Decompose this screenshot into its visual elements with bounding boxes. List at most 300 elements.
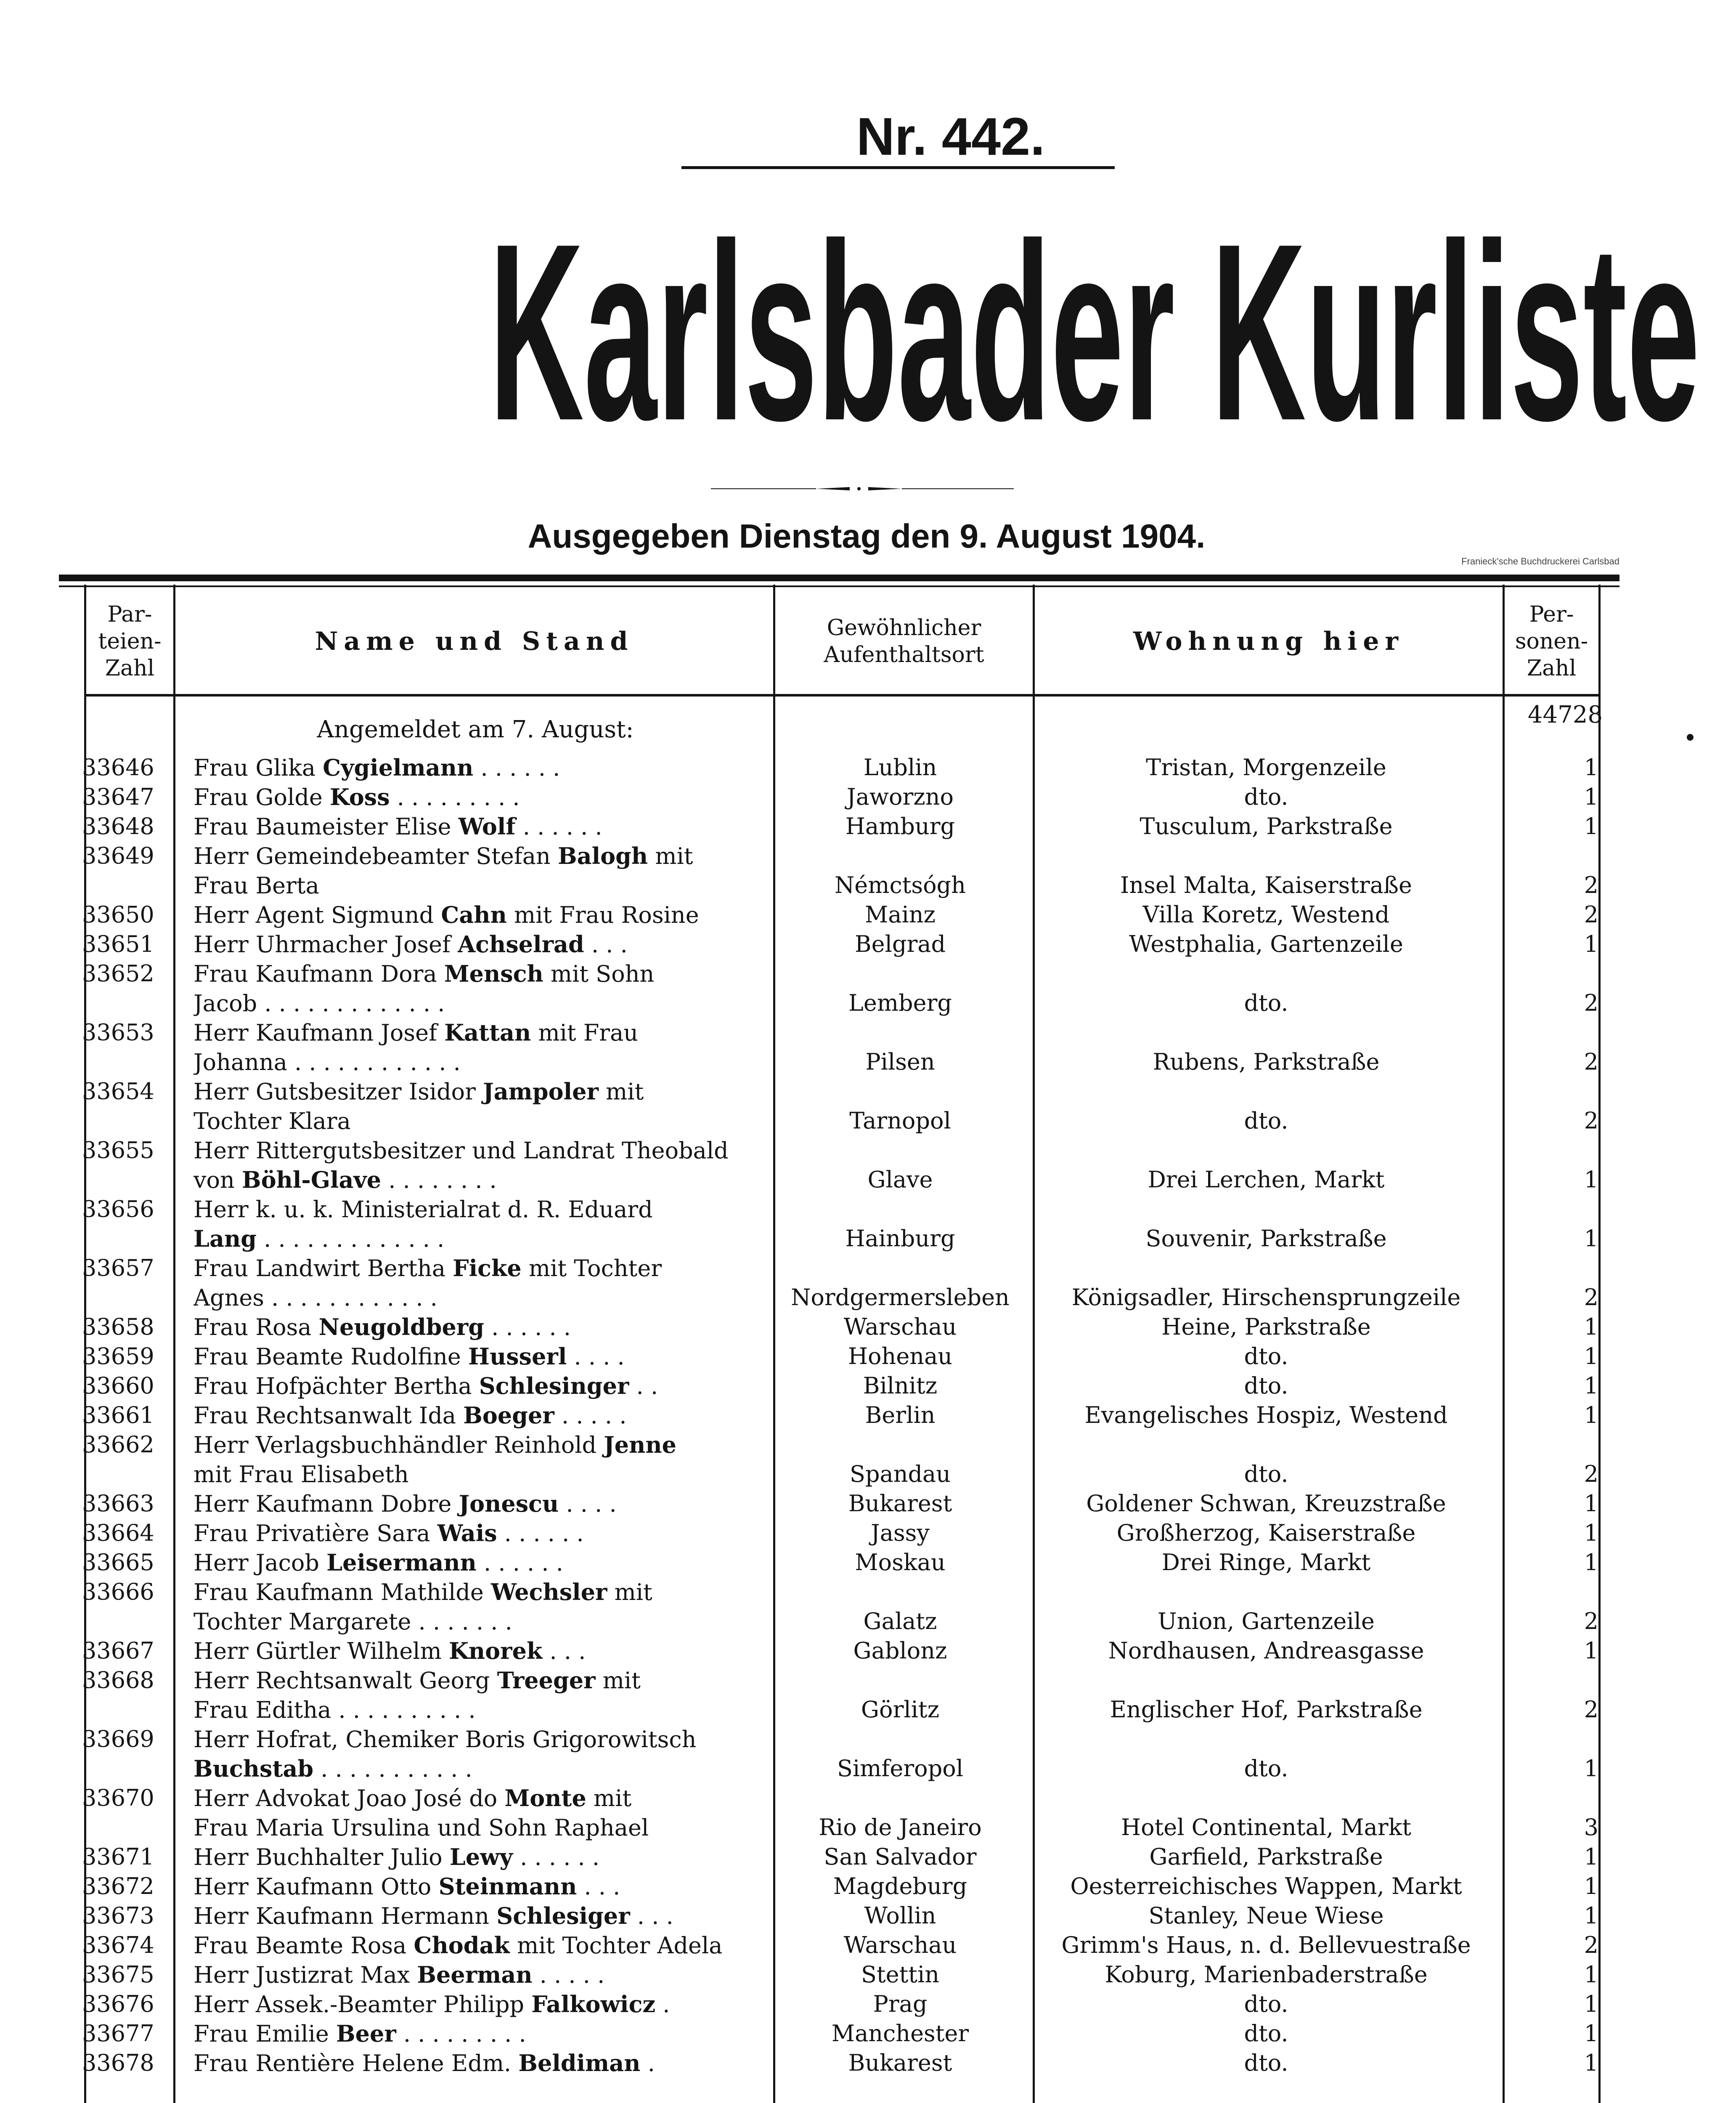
person-count: 1 — [1584, 1225, 1598, 1252]
lodging-address — [1037, 1577, 1495, 1607]
party-number: 33668 — [82, 1667, 154, 1693]
party-number: 33674 — [82, 1932, 154, 1958]
column-header-lodging: Wohnung hier — [1133, 627, 1405, 656]
guest-surname: Balogh — [558, 842, 648, 869]
person-count: 1 — [1584, 813, 1598, 840]
party-number: 33666 — [82, 1579, 154, 1605]
guest-surname: Kattan — [444, 1019, 531, 1046]
guest-name-text: Frau Rosa — [193, 1314, 319, 1340]
guest-surname: Falkowicz — [531, 1991, 656, 2018]
lodging-address: Tusculum, Parkstraße — [1140, 813, 1393, 840]
guest-name-text: Tochter Klara — [193, 1108, 351, 1134]
usual-residence: Wollin — [864, 1902, 936, 1929]
lodging-address: Insel Malta, Kaiserstraße — [1120, 872, 1412, 898]
guest-name-suffix: . — [655, 1991, 670, 2018]
lodging-address: Grimm's Haus, n. d. Bellevuestraße — [1061, 1932, 1471, 1958]
lodging-address: Tristan, Morgenzeile — [1146, 754, 1386, 781]
guest-name-text: Herr Gürtler Wilhelm — [193, 1638, 449, 1664]
guest-name-suffix: . . . . . . — [476, 1549, 563, 1576]
party-number: 33676 — [82, 1991, 154, 2017]
guest-name-text: Herr Kaufmann Josef — [193, 1020, 445, 1046]
ornament-divider — [711, 486, 1014, 492]
person-count — [1506, 1253, 1598, 1283]
guest-name-text: Frau Emilie — [193, 2021, 336, 2047]
party-number: 33671 — [82, 1843, 154, 1870]
person-count: 1 — [1584, 1902, 1598, 1929]
guest-name — [193, 1842, 757, 1872]
guest-name — [193, 959, 757, 988]
person-count: 3 — [1584, 1814, 1598, 1841]
usual-residence — [774, 1195, 1026, 1224]
lodging-address: Koburg, Marienbaderstraße — [1105, 1961, 1428, 1988]
guest-name-text: Herr k. u. k. Ministerialrat d. R. Eduard — [193, 1196, 653, 1223]
person-count: 2 — [1584, 1696, 1598, 1723]
person-count: 1 — [1584, 754, 1598, 781]
guest-surname: Achselrad — [458, 931, 584, 958]
guest-name-text: Herr Kaufmann Dobre — [193, 1491, 459, 1517]
guest-name-text: Frau Landwirt Bertha — [193, 1255, 453, 1282]
person-count — [1506, 1077, 1598, 1106]
column-header-persons: Per- sonen- Zahl — [1515, 602, 1588, 681]
person-count — [1506, 841, 1598, 871]
usual-residence: Stettin — [861, 1961, 940, 1988]
guest-name-suffix: . . . . . . — [513, 1844, 600, 1870]
lodging-address: dto. — [1244, 1755, 1288, 1782]
guest-name-suffix: . . . . . . — [484, 1314, 571, 1340]
party-number: 33653 — [82, 1019, 154, 1046]
usual-residence: Görlitz — [861, 1696, 940, 1723]
lodging-address: dto. — [1244, 1461, 1288, 1487]
guest-surname: Treeger — [497, 1667, 596, 1694]
party-number: 33664 — [82, 1520, 154, 1546]
person-count — [1506, 959, 1598, 988]
guest-name-suffix: mit — [648, 843, 693, 869]
person-count: 1 — [1584, 2050, 1598, 2076]
guest-name — [193, 1195, 757, 1224]
guest-name-text: Frau Baumeister Elise — [193, 813, 459, 840]
guest-name — [193, 753, 757, 782]
lodging-address — [1037, 841, 1495, 871]
guest-name — [193, 1872, 757, 1901]
party-number — [82, 1459, 187, 1489]
guest-name-text: Frau Kaufmann Dora — [193, 961, 444, 987]
guest-name-suffix: . . . . . . . . — [381, 1167, 497, 1193]
guest-surname: Jenne — [604, 1431, 677, 1458]
column-rule-lodging — [1033, 585, 1035, 2103]
lodging-address: dto. — [1244, 1991, 1288, 2017]
lodging-address: Goldener Schwan, Kreuzstraße — [1086, 1490, 1446, 1517]
guest-name-suffix: . . — [629, 1373, 658, 1399]
person-count: 1 — [1584, 1490, 1598, 1517]
person-count: 1 — [1584, 1372, 1598, 1399]
usual-residence: Lemberg — [848, 990, 952, 1016]
guest-name — [193, 1047, 757, 1077]
usual-residence: Bilnitz — [863, 1372, 938, 1399]
column-rule-right — [1598, 585, 1601, 2103]
guest-name-suffix: . . . . . — [554, 1402, 627, 1429]
person-count: 1 — [1584, 1843, 1598, 1870]
guest-name-suffix: . — [640, 2050, 655, 2077]
section-heading: Angemeldet am 7. August: — [317, 716, 634, 743]
usual-residence: Belgrad — [854, 931, 946, 957]
party-number — [82, 1224, 187, 1253]
lodging-address: dto. — [1244, 2050, 1288, 2076]
lodging-address — [1037, 1430, 1495, 1459]
party-number — [82, 1283, 187, 1312]
person-count: 1 — [1584, 1402, 1598, 1428]
party-number: 33659 — [82, 1343, 154, 1369]
party-number: 33658 — [82, 1314, 154, 1340]
guest-name-suffix: mit Sohn — [543, 961, 655, 987]
guest-name-text: Herr Uhrmacher Josef — [193, 931, 458, 958]
lodging-address: Garfield, Parkstraße — [1149, 1843, 1383, 1870]
guest-name-text: Frau Golde — [193, 784, 330, 810]
lodging-address: dto. — [1244, 1107, 1288, 1134]
lodging-address — [1037, 1136, 1495, 1165]
guest-name — [193, 1666, 757, 1695]
lodging-address — [1037, 1666, 1495, 1695]
guest-name — [193, 1371, 757, 1401]
usual-residence: Lublin — [863, 754, 937, 781]
lodging-address — [1037, 959, 1495, 988]
guest-name-text: Frau Beamte Rosa — [193, 1932, 414, 1959]
person-count: 2 — [1584, 901, 1598, 928]
guest-name — [193, 1342, 757, 1371]
masthead-title: Karlsbader Kurliste — [489, 191, 1700, 473]
guest-name-suffix: mit — [595, 1667, 641, 1694]
party-number — [82, 1813, 187, 1842]
guest-name — [193, 1548, 757, 1577]
person-count: 2 — [1584, 1608, 1598, 1634]
guest-name — [193, 782, 757, 812]
person-count: 1 — [1584, 1637, 1598, 1664]
guest-name-text: Frau Maria Ursulina und Sohn Raphael — [193, 1814, 649, 1841]
guest-name-suffix: . . . — [577, 1873, 620, 1900]
usual-residence: Prag — [873, 1991, 928, 2017]
guest-name-suffix: . . . . . . . . . . . . . — [256, 1226, 445, 1252]
guest-surname: Wechsler — [491, 1579, 607, 1605]
guest-surname: Husserl — [468, 1343, 567, 1370]
lodging-address: dto. — [1244, 2020, 1288, 2047]
guest-name — [193, 1401, 757, 1430]
party-number: 33677 — [82, 2020, 154, 2047]
usual-residence: Bukarest — [848, 2050, 952, 2076]
guest-name-text: Herr Assek.-Beamter Philipp — [193, 1991, 532, 2018]
party-number: 33669 — [82, 1726, 154, 1752]
party-number — [82, 1695, 187, 1724]
person-count: 1 — [1584, 1873, 1598, 1899]
guest-name-suffix: . . . — [630, 1903, 673, 1929]
guest-name — [193, 988, 757, 1018]
person-count: 2 — [1584, 1932, 1598, 1958]
person-count — [1506, 1136, 1598, 1165]
usual-residence — [774, 1430, 1026, 1459]
guest-surname: Lang — [193, 1225, 257, 1252]
guest-name-text: Jacob . . . . . . . . . . . . . — [193, 990, 445, 1017]
guest-name-text: Herr Hofrat, Chemiker Boris Grigorowitsch — [193, 1726, 697, 1753]
guest-name-suffix: . . . — [584, 931, 628, 958]
usual-residence — [774, 1253, 1026, 1283]
person-count: 2 — [1584, 872, 1598, 898]
person-count — [1506, 1724, 1598, 1754]
lodging-address: Oesterreichisches Wappen, Markt — [1070, 1873, 1462, 1899]
guest-name — [193, 1165, 757, 1195]
guest-name — [193, 1931, 757, 1960]
guest-surname: Wolf — [458, 813, 516, 840]
lodging-address: Stanley, Neue Wiese — [1148, 1902, 1384, 1929]
party-number: 33678 — [82, 2050, 154, 2076]
person-count: 1 — [1584, 1755, 1598, 1782]
guest-name — [193, 1695, 757, 1724]
guest-surname: Schlesiger — [496, 1902, 630, 1929]
usual-residence — [774, 959, 1026, 988]
guest-name-suffix: . . . . . — [532, 1962, 605, 1988]
guest-name — [193, 1989, 757, 2019]
usual-residence: Warschau — [843, 1932, 957, 1958]
usual-residence: Hainburg — [845, 1225, 955, 1252]
guest-name — [193, 1489, 757, 1518]
column-rule-persons — [1503, 585, 1505, 2103]
party-number — [82, 1607, 187, 1636]
guest-surname: Beer — [336, 2020, 396, 2047]
lodging-address: Union, Gartenzeile — [1158, 1608, 1375, 1634]
party-number — [82, 871, 187, 900]
usual-residence: Pilsen — [865, 1049, 935, 1075]
person-count — [1506, 1666, 1598, 1695]
guest-name-suffix: . . . . . . . . . — [396, 2021, 526, 2047]
guest-surname: Steinmann — [438, 1873, 577, 1900]
person-count — [1506, 1195, 1598, 1224]
guest-name — [193, 1077, 757, 1106]
lodging-address: Villa Koretz, Westend — [1142, 901, 1390, 928]
guest-name-suffix: mit Tochter — [521, 1255, 662, 1282]
guest-name-text: Herr Advokat Joao José do — [193, 1785, 505, 1812]
guest-name-text: Herr Rechtsanwalt Georg — [193, 1667, 497, 1694]
person-count: 1 — [1584, 1549, 1598, 1576]
lodging-address — [1037, 1018, 1495, 1047]
party-number: 33647 — [82, 784, 154, 810]
guest-name — [193, 1018, 757, 1047]
guest-surname: Monte — [504, 1785, 586, 1812]
person-count: 2 — [1584, 1461, 1598, 1487]
person-count — [1506, 1018, 1598, 1047]
guest-name-text: Herr Kaufmann Hermann — [193, 1903, 497, 1929]
usual-residence: Hamburg — [845, 813, 955, 840]
party-number: 33650 — [82, 901, 154, 928]
guest-name-suffix: . . . . . . . . . — [390, 784, 520, 810]
party-number — [82, 1106, 187, 1136]
guest-name-text: von — [193, 1167, 242, 1193]
guest-name — [193, 900, 757, 930]
guest-name — [193, 2048, 757, 2078]
guest-name-text: Herr Justizrat Max — [193, 1962, 417, 1988]
guest-surname: Wais — [437, 1520, 497, 1547]
lodging-address: Großherzog, Kaiserstraße — [1116, 1520, 1416, 1546]
guest-surname: Mensch — [444, 960, 543, 987]
lodging-address: Souvenir, Parkstraße — [1145, 1225, 1387, 1252]
guest-name-suffix: . . . . . . — [497, 1520, 584, 1547]
guest-name-text: Herr Agent Sigmund — [193, 902, 441, 928]
guest-name-text: Frau Glika — [193, 755, 323, 781]
lodging-address — [1037, 1783, 1495, 1813]
party-number: 33660 — [82, 1372, 154, 1399]
printer-credit: Franieck'sche Buchdruckerei Carlsbad — [1461, 556, 1619, 567]
person-count: 1 — [1584, 2020, 1598, 2047]
guest-name — [193, 1224, 757, 1253]
guest-name-text: Herr Gutsbesitzer Isidor — [193, 1078, 483, 1105]
usual-residence: Moskau — [855, 1549, 946, 1576]
party-number: 33670 — [82, 1785, 154, 1811]
guest-name — [193, 1724, 757, 1754]
person-count: 1 — [1584, 1314, 1598, 1340]
guest-surname: Cahn — [441, 901, 507, 928]
usual-residence: Némctsógh — [835, 872, 966, 898]
guest-name-text: Frau Berta — [193, 872, 319, 899]
guest-name — [193, 871, 757, 900]
guest-name — [193, 1253, 757, 1283]
lodging-address — [1037, 1724, 1495, 1754]
lodging-address: Rubens, Parkstraße — [1153, 1049, 1380, 1075]
guest-name — [193, 930, 757, 959]
person-count: 1 — [1584, 1166, 1598, 1193]
guest-surname: Beerman — [417, 1961, 533, 1988]
usual-residence: Jaworzno — [846, 784, 954, 810]
guest-name-text: Frau Kaufmann Mathilde — [193, 1579, 491, 1605]
guest-surname: Cygielmann — [323, 754, 474, 781]
person-count: 2 — [1584, 1049, 1598, 1075]
person-count — [1506, 1577, 1598, 1607]
guest-name — [193, 1518, 757, 1548]
person-count: 2 — [1584, 990, 1598, 1016]
usual-residence — [774, 1018, 1026, 1047]
party-number: 33665 — [82, 1549, 154, 1576]
lodging-address — [1037, 1077, 1495, 1106]
margin-dot — [1687, 734, 1694, 741]
party-number — [82, 988, 187, 1018]
person-count: 1 — [1584, 1343, 1598, 1369]
guest-name-text: Agnes . . . . . . . . . . . . — [193, 1285, 437, 1311]
guest-name-text: Frau Hofpächter Bertha — [193, 1373, 479, 1399]
lodging-address: Westphalia, Gartenzeile — [1129, 931, 1403, 957]
usual-residence: San Salvador — [824, 1843, 977, 1870]
guest-name-text: Herr Buchhalter Julio — [193, 1844, 450, 1870]
guest-name-text: Herr Jacob — [193, 1549, 327, 1576]
person-count: 2 — [1584, 1284, 1598, 1311]
guest-name-text: Herr Rittergutsbesitzer und Landrat Theobald — [193, 1137, 729, 1164]
guest-name-text: Herr Kaufmann Otto — [193, 1873, 439, 1900]
guest-name-text: Herr Verlagsbuchhändler Reinhold — [193, 1432, 604, 1458]
usual-residence: Mainz — [865, 901, 936, 928]
party-number: 33648 — [82, 813, 154, 840]
column-header-name: Name und Stand — [315, 627, 634, 656]
guest-name-text: Tochter Margarete . . . . . . . — [193, 1608, 512, 1635]
guest-name-suffix: mit Frau — [531, 1020, 639, 1046]
guest-surname: Buchstab — [193, 1755, 314, 1782]
guest-surname: Koss — [330, 784, 390, 810]
usual-residence: Berlin — [865, 1402, 936, 1428]
usual-residence: Spandau — [849, 1461, 951, 1487]
guest-name — [193, 1636, 757, 1666]
table-top-rule — [59, 575, 1619, 581]
issue-underline — [681, 166, 1115, 169]
guest-surname: Jampoler — [483, 1078, 599, 1105]
guest-name — [193, 1754, 757, 1783]
issue-date-line: Ausgegeben Dienstag den 9. August 1904. — [527, 517, 1206, 555]
guest-name — [193, 1459, 757, 1489]
person-count: 1 — [1584, 1520, 1598, 1546]
guest-name-suffix: . . . — [542, 1638, 586, 1664]
column-header-parties: Par- teien- Zahl — [98, 602, 162, 681]
party-number: 33651 — [82, 931, 154, 957]
guest-name-text: Johanna . . . . . . . . . . . . — [193, 1049, 461, 1075]
guest-name-suffix: . . . . . . — [473, 755, 560, 781]
header-bottom-rule — [86, 694, 1598, 697]
guest-name — [193, 1430, 757, 1459]
guest-name-text: Frau Editha . . . . . . . . . . — [193, 1697, 476, 1723]
lodging-address: Drei Lerchen, Markt — [1148, 1166, 1385, 1193]
guest-surname: Beldiman — [518, 2050, 641, 2077]
party-number — [82, 1165, 187, 1195]
guest-name — [193, 1577, 757, 1607]
guest-surname: Schlesinger — [479, 1372, 629, 1399]
guest-name-suffix: . . . . — [559, 1491, 617, 1517]
party-number: 33663 — [82, 1490, 154, 1517]
table-top-rule-thin — [59, 585, 1619, 587]
usual-residence: Glave — [867, 1166, 933, 1193]
usual-residence — [774, 1783, 1026, 1813]
lodging-address — [1037, 1195, 1495, 1224]
party-number: 33655 — [82, 1137, 154, 1163]
party-number — [82, 1754, 187, 1783]
usual-residence: Hohenau — [848, 1343, 953, 1369]
party-number: 33652 — [82, 960, 154, 987]
party-number: 33654 — [82, 1078, 154, 1104]
usual-residence: Gablonz — [853, 1637, 947, 1664]
lodging-address: dto. — [1244, 1372, 1288, 1399]
party-number: 33649 — [82, 842, 154, 869]
guest-name-suffix: mit Tochter Adela — [509, 1932, 723, 1959]
lodging-address: Drei Ringe, Markt — [1161, 1549, 1371, 1576]
person-count: 1 — [1584, 931, 1598, 957]
guest-name — [193, 1136, 757, 1165]
guest-surname: Lewy — [449, 1843, 513, 1870]
lodging-address: Hotel Continental, Markt — [1121, 1814, 1411, 1841]
guest-name-text: Frau Rechtsanwalt Ida — [193, 1402, 464, 1429]
guest-name-text: Frau Rentière Helene Edm. — [193, 2050, 519, 2077]
usual-residence — [774, 1577, 1026, 1607]
lodging-address — [1037, 1253, 1495, 1283]
person-count — [1506, 1783, 1598, 1813]
guest-surname: Böhl-Glave — [241, 1166, 382, 1193]
guest-name — [193, 1283, 757, 1312]
usual-residence: Nordgermersleben — [791, 1284, 1010, 1311]
usual-residence: Manchester — [831, 2020, 969, 2047]
usual-residence — [774, 1077, 1026, 1106]
usual-residence — [774, 1136, 1026, 1165]
issue-number: Nr. 442. — [856, 107, 1045, 166]
guest-name — [193, 1813, 757, 1842]
column-header-residence: Gewöhnlicher Aufenthaltsort — [824, 615, 984, 667]
guest-name — [193, 812, 757, 841]
party-number: 33657 — [82, 1255, 154, 1281]
party-number: 33656 — [82, 1196, 154, 1222]
party-number: 33662 — [82, 1431, 154, 1458]
guest-surname: Knorek — [448, 1637, 543, 1664]
usual-residence: Galatz — [863, 1608, 937, 1634]
guest-name-text: Frau Beamte Rudolfine — [193, 1343, 468, 1370]
party-number: 33667 — [82, 1637, 154, 1664]
guest-name-text: mit Frau Elisabeth — [193, 1461, 409, 1488]
